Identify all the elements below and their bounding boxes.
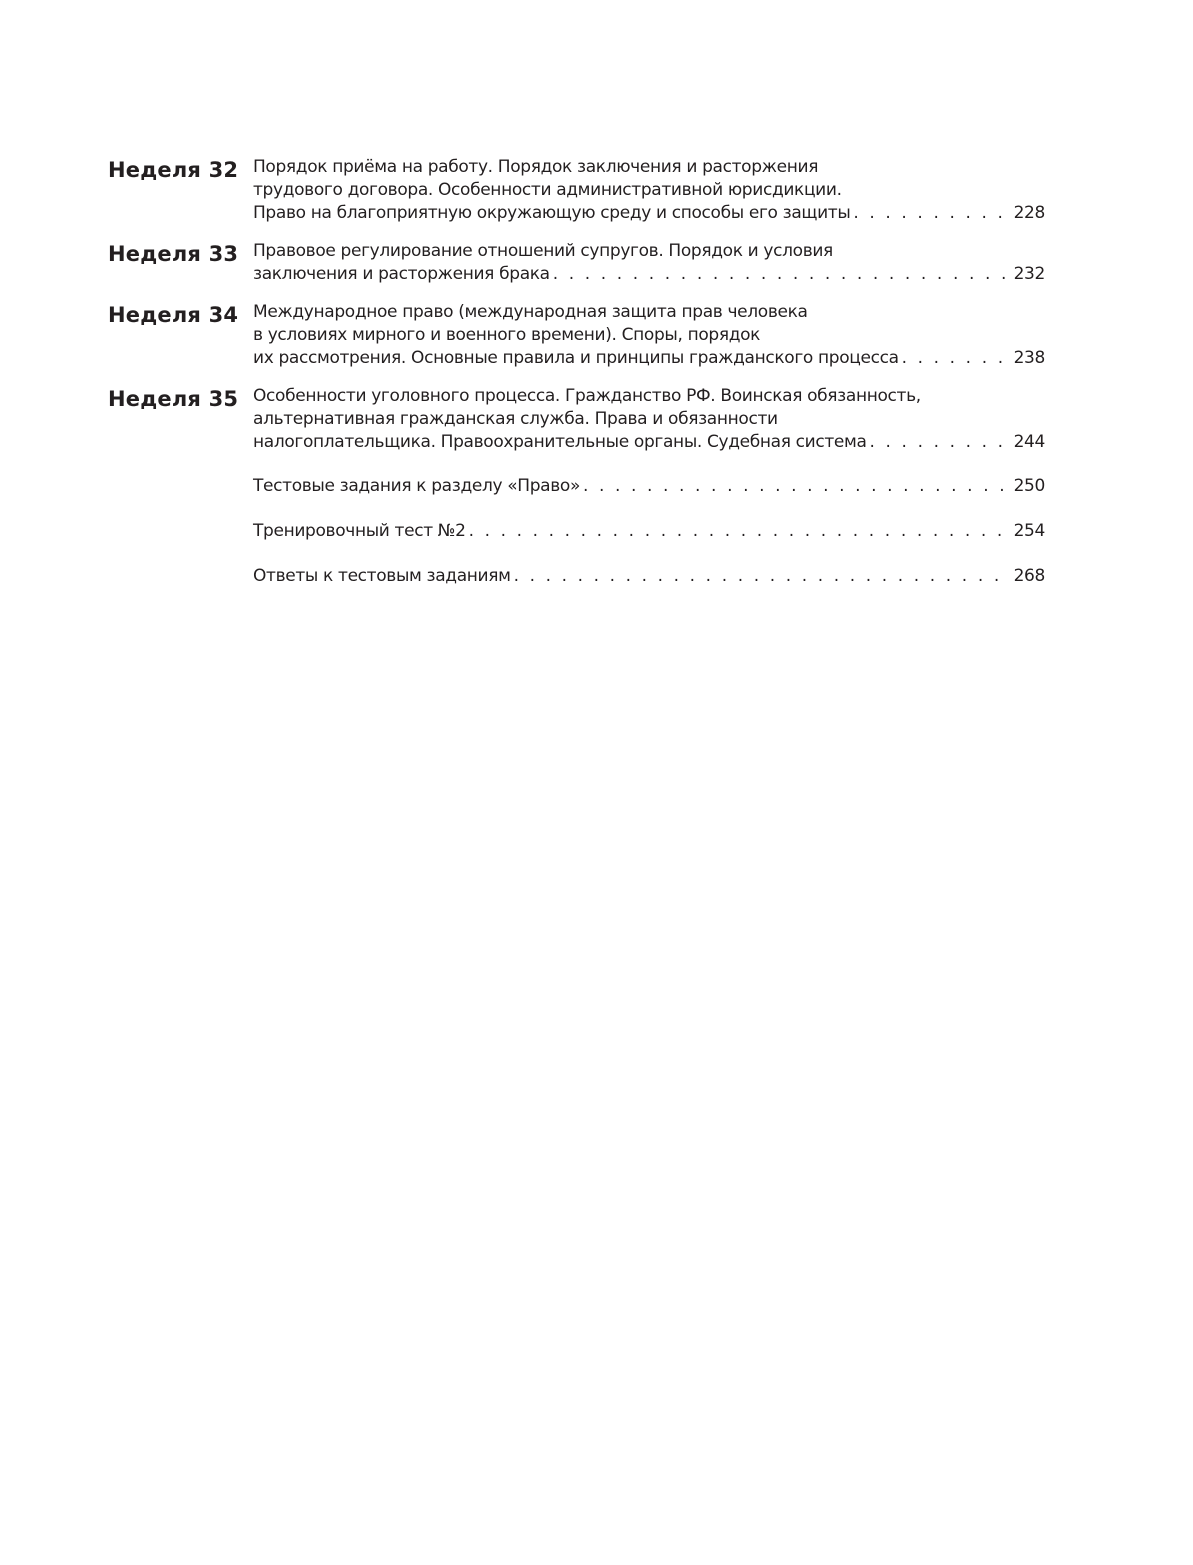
dot-leader xyxy=(583,475,1005,498)
page-number: 238 xyxy=(1013,348,1045,368)
entry-body xyxy=(253,385,1045,454)
toc-entry-answers[interactable] xyxy=(108,565,1045,588)
entry-line: Правовое регулирование отношений супругов. Порядок и условия xyxy=(253,241,833,261)
entry-last-line xyxy=(253,475,1045,498)
entry-title: Тестовые задания к разделу «Право» xyxy=(253,476,580,496)
week-label-empty xyxy=(108,520,253,522)
toc-entry-week-34[interactable] xyxy=(108,301,1045,370)
entry-last-line xyxy=(253,520,1045,543)
toc-entry-week-32[interactable] xyxy=(108,156,1045,225)
dot-leader xyxy=(469,520,1005,543)
entry-last-line xyxy=(253,347,1045,370)
entry-last-line xyxy=(253,202,1045,225)
page-number: 228 xyxy=(1013,203,1045,223)
toc-entry-week-35[interactable] xyxy=(108,385,1045,454)
entry-title: Ответы к тестовым заданиям xyxy=(253,566,511,586)
entry-line: Порядок приёма на работу. Порядок заключения и расторжения xyxy=(253,157,819,177)
dot-leader xyxy=(870,431,1005,454)
page-number: 254 xyxy=(1013,521,1045,541)
page-number: 232 xyxy=(1013,264,1045,284)
toc-entry-tests-law[interactable] xyxy=(108,475,1045,498)
entry-line: Особенности уголовного процесса. Гражданство РФ. Воинская обязанность, xyxy=(253,386,921,406)
table-of-contents xyxy=(108,156,1045,588)
dot-leader xyxy=(553,263,1005,286)
entry-line: налогоплательщика. Правоохранительные органы. Судебная система xyxy=(253,432,867,452)
entry-body xyxy=(253,301,1045,370)
entry-last-line xyxy=(253,431,1045,454)
entry-line: их рассмотрения. Основные правила и принципы гражданского процесса xyxy=(253,348,899,368)
entry-line: трудового договора. Особенности административной юрисдикции. xyxy=(253,180,842,200)
page-number: 250 xyxy=(1013,476,1045,496)
entry-body xyxy=(253,240,1045,286)
week-label: Неделя 32 xyxy=(108,158,239,182)
entry-body xyxy=(253,475,1045,498)
entry-title: Тренировочный тест №2 xyxy=(253,521,466,541)
week-label-empty xyxy=(108,475,253,477)
week-label-empty xyxy=(108,565,253,567)
week-label: Неделя 33 xyxy=(108,242,239,266)
entry-body xyxy=(253,156,1045,225)
dot-leader xyxy=(514,565,1005,588)
entry-last-line xyxy=(253,565,1045,588)
entry-body xyxy=(253,565,1045,588)
entry-line: Право на благоприятную окружающую среду и способы его защиты xyxy=(253,203,851,223)
week-label: Неделя 35 xyxy=(108,387,239,411)
entry-body xyxy=(253,520,1045,543)
dot-leader xyxy=(902,347,1005,370)
page-number: 268 xyxy=(1013,566,1045,586)
page-number: 244 xyxy=(1013,432,1045,452)
week-label: Неделя 34 xyxy=(108,303,239,327)
entry-line: Международное право (международная защита прав человека xyxy=(253,302,808,322)
entry-line: заключения и расторжения брака xyxy=(253,264,550,284)
entry-line: в условиях мирного и военного времени). Споры, порядок xyxy=(253,325,761,345)
dot-leader xyxy=(853,202,1005,225)
entry-last-line xyxy=(253,263,1045,286)
toc-entry-week-33[interactable] xyxy=(108,240,1045,286)
entry-line: альтернативная гражданская служба. Права и обязанности xyxy=(253,409,778,429)
toc-entry-practice-test-2[interactable] xyxy=(108,520,1045,543)
